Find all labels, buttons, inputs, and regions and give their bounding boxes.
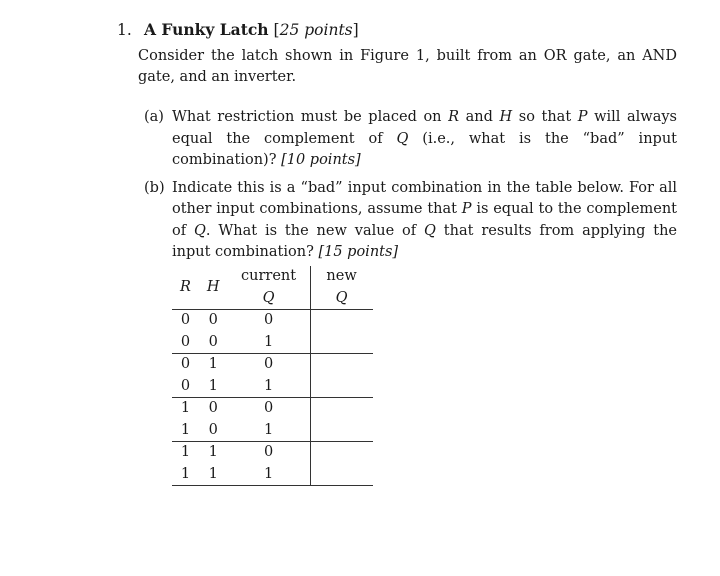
cell-r: 1: [180, 400, 191, 416]
text-segment: that results from applying the input combination?: [172, 222, 677, 260]
cell-r: 0: [180, 312, 191, 328]
math-variable: Q: [424, 222, 436, 239]
table-row: [172, 442, 373, 464]
cell-new-q[interactable]: [310, 398, 373, 420]
text-segment: What restriction must be placed on: [172, 109, 449, 125]
table-row: [172, 310, 373, 332]
cell-r: 1: [180, 444, 191, 460]
cell-current-q: 0: [263, 312, 274, 328]
problem-number: 1.: [117, 21, 132, 39]
truth-table: [172, 266, 373, 486]
text-segment: (i.e., what is the “bad” input combination)?: [172, 130, 677, 168]
math-variable: P: [577, 109, 588, 125]
problem-heading: [117, 18, 687, 42]
cell-new-q[interactable]: [310, 332, 373, 354]
problem-intro: Consider the latch shown in Figure 1, built from an OR gate, an AND gate, and an inverter.: [138, 48, 677, 85]
cell-current-q: 1: [228, 332, 311, 354]
part-text: [172, 107, 677, 172]
math-variable: Q: [193, 222, 206, 239]
text-segment: is equal to the complement of: [172, 201, 678, 239]
header-new-q: new Q: [310, 266, 373, 310]
cell-current-q: 0: [263, 444, 274, 460]
cell-h: 1: [199, 464, 228, 486]
text-segment: . What is the new value of: [205, 222, 425, 239]
cell-h: 1: [208, 356, 218, 372]
table-header-row: [172, 266, 373, 310]
cell-h: 0: [208, 400, 218, 416]
table-row: [172, 420, 373, 442]
header-h: H: [199, 266, 228, 310]
cell-new-q[interactable]: [310, 464, 373, 486]
cell-new-q[interactable]: [310, 310, 373, 332]
part-b: [144, 178, 677, 264]
cell-new-q[interactable]: [310, 354, 373, 376]
cell-current-q: 1: [228, 464, 311, 486]
cell-current-q: 1: [228, 376, 311, 398]
part-label: (a): [144, 109, 164, 125]
cell-current-q: 1: [228, 420, 311, 442]
text-segment: Indicate this is a “bad” input combination in the table below. For all other input combinations, assume that: [172, 179, 677, 217]
cell-h: 0: [199, 332, 228, 354]
cell-current-q: 0: [263, 400, 274, 416]
part-text: [172, 178, 677, 264]
problem-parts: [144, 107, 677, 264]
problem-1: [117, 18, 687, 270]
cell-r: 0: [172, 376, 199, 398]
truth-table-body: [172, 310, 373, 486]
math-variable: Q: [396, 130, 409, 147]
cell-r: 1: [172, 464, 199, 486]
table-row: [172, 376, 373, 398]
math-variable: H: [499, 109, 513, 125]
cell-r: 1: [172, 420, 199, 442]
math-variable: P: [461, 201, 472, 217]
cell-r: 0: [172, 332, 199, 354]
problem-points: [25 points]: [273, 21, 359, 39]
table-row: [172, 464, 373, 486]
text-segment: so that: [512, 109, 578, 125]
table-row: [172, 398, 373, 420]
cell-current-q: 0: [263, 356, 274, 372]
cell-h: 1: [208, 444, 218, 460]
text-segment: will always equal the complement of: [172, 109, 677, 147]
math-variable: R: [448, 109, 460, 125]
cell-h: 1: [199, 376, 228, 398]
cell-h: 0: [199, 420, 228, 442]
table-row: [172, 332, 373, 354]
part-a: [144, 107, 677, 172]
problem-title: A Funky Latch: [143, 20, 269, 39]
cell-r: 0: [180, 356, 191, 372]
header-r: R: [172, 266, 199, 310]
cell-new-q[interactable]: [310, 420, 373, 442]
points-label: [10 points]: [281, 152, 361, 168]
header-current-q: current Q: [228, 266, 311, 310]
part-label: (b): [144, 179, 165, 196]
text-segment: and: [459, 109, 500, 125]
cell-h: 0: [208, 312, 218, 328]
table-row: [172, 354, 373, 376]
points-label: [15 points]: [318, 244, 399, 260]
cell-new-q[interactable]: [310, 442, 373, 464]
cell-new-q[interactable]: [310, 376, 373, 398]
